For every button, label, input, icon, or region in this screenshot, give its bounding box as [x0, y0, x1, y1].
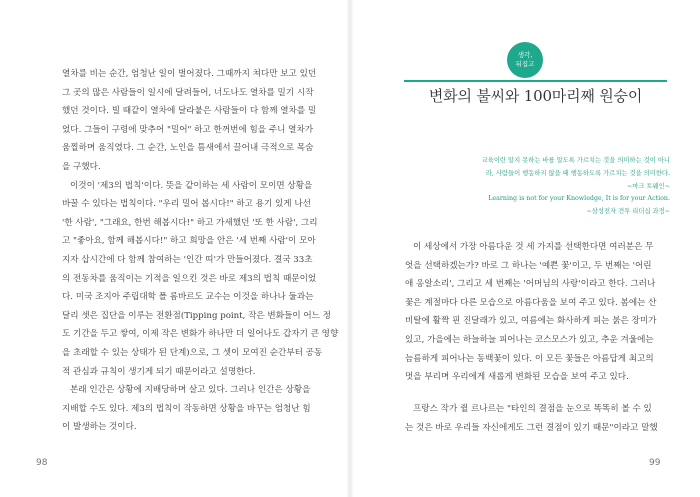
- text-line: 었다. 그들이 구령에 맞추어 "밀어" 하고 한꺼번에 힘을 주니 열차가: [62, 124, 314, 135]
- text-line: 엇을 선택하겠는가? 바로 그 하나는 '예쁜 꽃'이고, 두 번째는 '어린: [405, 260, 652, 271]
- text-line: 비탈에 활짝 핀 진달래가 있고, 여름에는 화사하게 피는 붉은 장미가: [405, 316, 657, 327]
- text-line: 적 관심과 규칙이 생기게 되기 때문이라고 설명한다.: [62, 366, 256, 377]
- text-line: 열차를 비는 순간, 엄청난 일이 벌어졌다. 그때까지 쳐다만 보고 있던: [62, 69, 317, 79]
- page-number-right: 99: [649, 458, 661, 468]
- text-line: 을 구했다.: [62, 161, 101, 172]
- text-line: 이것이 '제3의 법칙'이다. 뜻을 같이하는 세 사람이 모이면 상황을: [70, 180, 313, 191]
- text-line: 이 발생하는 것이다.: [62, 422, 137, 433]
- text-line: 고 "좋아요, 함께 해봅시다!" 하고 희망을 안은 '세 번째 사람'이 모아: [62, 236, 316, 247]
- left-page-body: [62, 65, 339, 437]
- text-line: 지자 삽시간에 다 함께 참여하는 '인간 띠'가 만들어졌다. 결국 33초: [62, 254, 313, 265]
- text-line: 지배할 수도 있다. 제3의 법칙이 작동하면 상황을 바꾸는 엄청난 힘: [62, 403, 311, 414]
- text-line: 꽃은 계절마다 다른 모습으로 아름다움을 보여 주고 있다. 봄에는 산: [405, 297, 657, 308]
- text-line: 이 세상에서 가장 아름다운 것 세 가지를 선택한다면 여러분은 무: [413, 242, 654, 252]
- text-line: 늠름하게 피어나는 동백꽃이 있다. 이 모든 꽃들은 아름답게 최고의: [405, 353, 654, 364]
- text-line: 있고, 가을에는 하늘하늘 피어나는 코스모스가 있고, 추운 겨울에는: [405, 334, 654, 345]
- text-line: 그 곳의 많은 사람들이 일시에 달려들어, 너도나도 열차를 밀기 시작: [62, 87, 314, 98]
- text-line: 멋을 부리며 우리에게 새롭게 변화된 모습을 보여 주고 있다.: [405, 372, 629, 383]
- quote-line: Learning is not for your Knowledge, It is for your Action.: [488, 195, 670, 203]
- text-line: 는 것은 바로 우리들 자신에게도 그런 결점이 있기 때문"이라고 말했: [405, 422, 658, 433]
- right-page-paragraph-1: [405, 238, 667, 387]
- text-line: 했던 것이다. 빌 때같이 열차에 달라붙은 사람들이 다 함께 열차를 밀: [62, 106, 317, 117]
- epigraph-quote: [416, 155, 670, 219]
- title-rule: [404, 80, 667, 82]
- section-badge: [507, 42, 543, 78]
- text-line: 바꿀 수 있다는 법칙이다. "우리 밀어 봅시다!" 하고 용기 있게 나선: [62, 199, 311, 210]
- text-line: 움찔하며 움직였다. 그 순간, 노인을 틈새에서 끌어내 극적으로 목숨: [62, 143, 314, 154]
- text-line: 을 초래할 수 있는 상태가 된 단계)으로, 그 셋이 모여진 순간부터 공동: [62, 347, 323, 358]
- text-line: 프랑스 작가 쥘 르나르는 "타인의 결점을 눈으로 똑똑히 볼 수 있: [413, 404, 652, 414]
- right-page-paragraph-2: [405, 400, 667, 437]
- text-line: 본래 인간은 상황에 지배당하며 살고 있다. 그러나 인간은 상황을: [70, 385, 311, 396]
- page-number-left: 98: [36, 458, 48, 468]
- quote-author: ~삼성전자 견투 리더십 과정~: [586, 208, 670, 216]
- text-line: 애 옹알소리', 그리고 세 번째는 '어머님의 사랑'이라고 한다. 그러나: [405, 279, 656, 290]
- text-line: 의 전동차를 움직이는 기적을 일으킨 것은 바로 제3의 법칙 때문이었: [62, 273, 317, 284]
- text-line: 달리 셋은 집단을 이루는 전환점(Tipping point, 작은 변화들이 어느 정: [62, 310, 331, 321]
- chapter-title: 변화의 불씨와 100마리째 원숭이: [428, 87, 643, 105]
- text-line: '한 사람', "그래요, 한번 해봅시다!" 하고 가세했던 '또 한 사람', 그리: [62, 217, 318, 228]
- badge-line: 생각,: [517, 51, 533, 59]
- right-page: [350, 0, 700, 497]
- quote-line: 라, 사람들이 행동하지 않을 때 행동하도록 가르치는 것을 의미한다.: [485, 169, 670, 177]
- text-line: 다. 미국 조지아 주립대학 폴 롬바르도 교수는 이것을 하나나 둘과는: [62, 292, 314, 303]
- quote-author: ~마크 트웨인~: [627, 182, 670, 190]
- text-line: 도 기간을 두고 쌓여, 이제 작은 변화가 하나만 더 일어나도 갑자기 큰 영향: [62, 329, 339, 340]
- quote-line: 교육이란 알지 못하는 바를 알도록 가르치는 것을 의미하는 것이 아니: [481, 157, 670, 164]
- badge-line: 뒤집고: [515, 60, 535, 68]
